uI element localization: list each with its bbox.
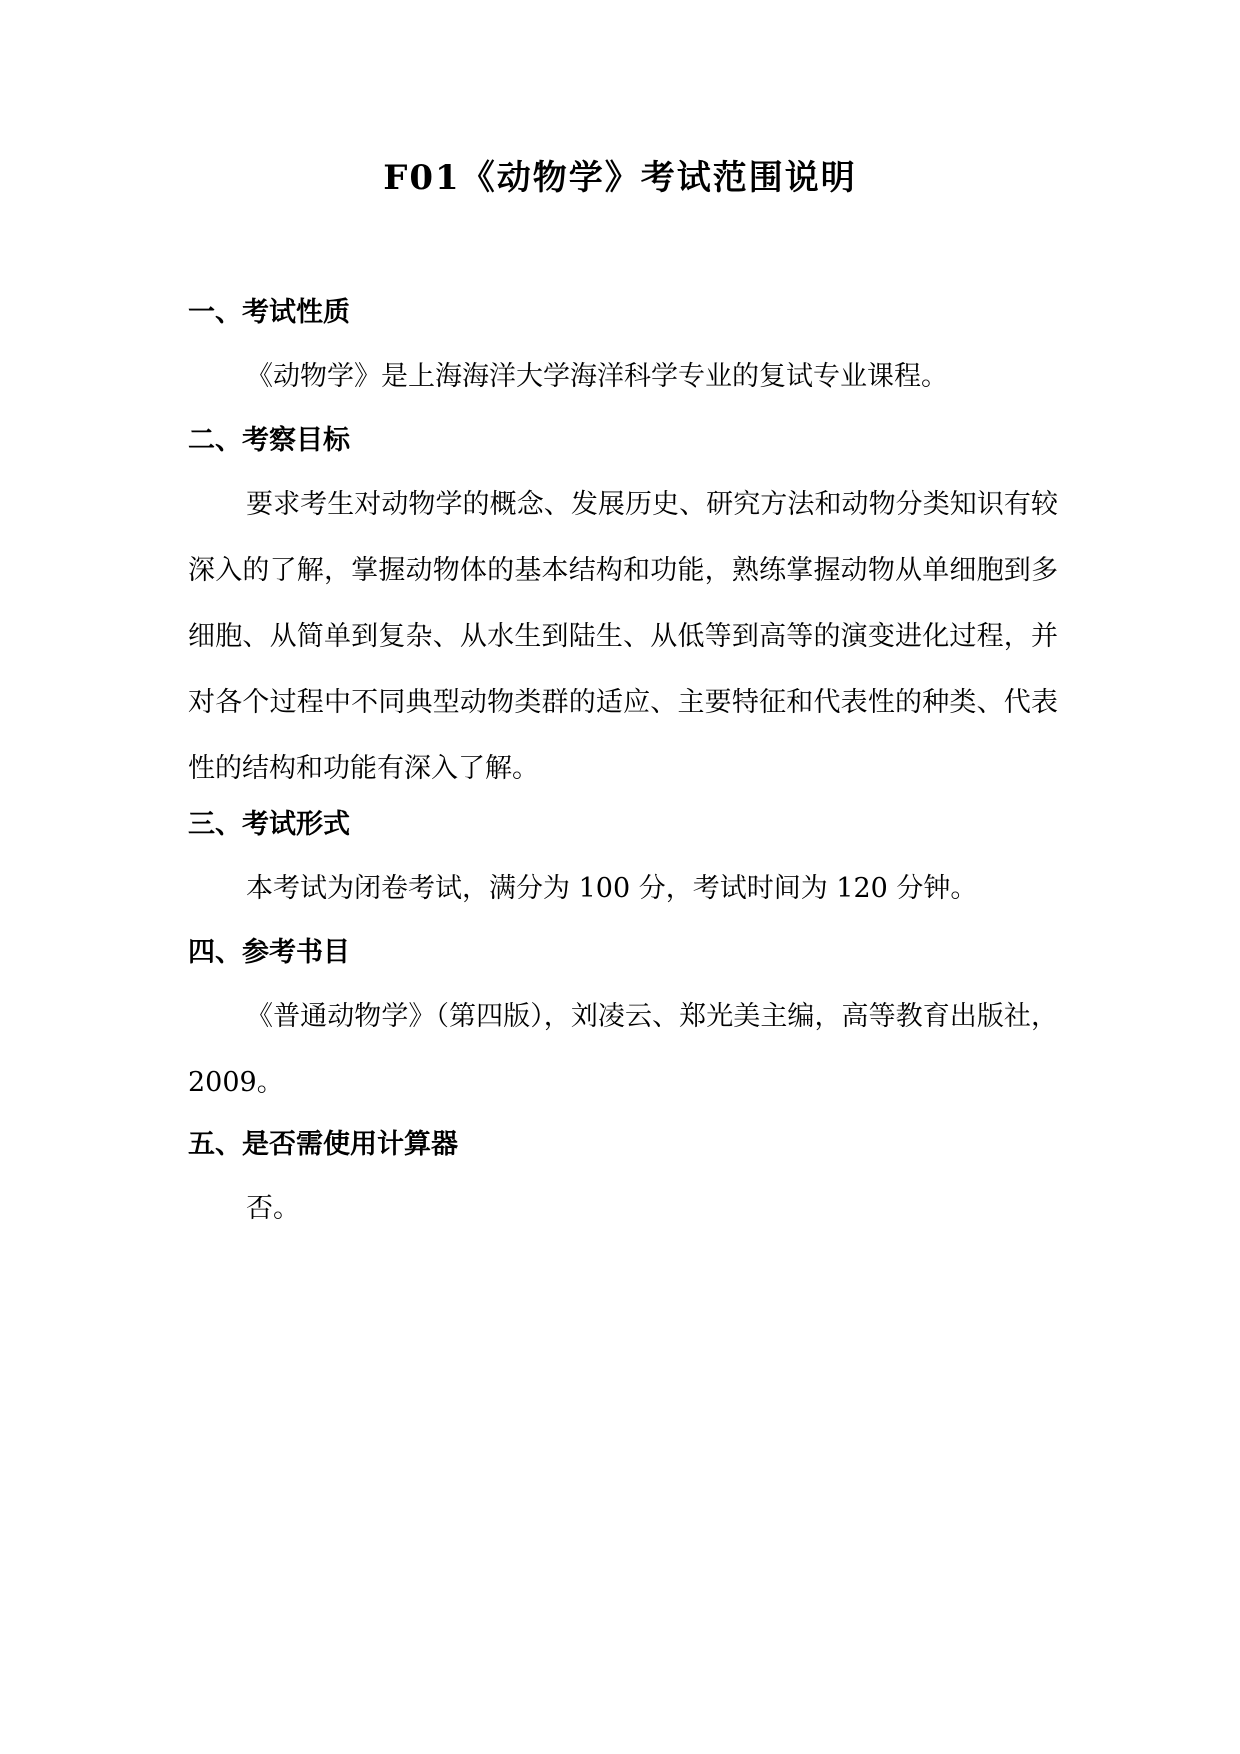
section-heading-objectives: 二、考察目标 (188, 425, 350, 456)
section-heading-nature: 一、考试性质 (188, 297, 350, 328)
section-body-calculator: 否。 (246, 1193, 300, 1224)
section-body-objectives: 要求考生对动物学的概念、发展历史、研究方法和动物分类知识有较深入的了解，掌握动物体的基本结构和功能，熟练掌握动物从单细胞到多细胞、从简单到复杂、从水生到陆生、从低等到高等的演变进化过程，并对各个过程中不同典型动物类群的适应、主要特征和代表性的种类、代表性的结构和功能有深入了解。 (188, 489, 1058, 784)
document-title: F01《动物学》考试范围说明 (383, 158, 857, 198)
section-heading-format: 三、考试形式 (188, 809, 350, 840)
section-body-references: 《普通动物学》（第四版），刘凌云、郑光美主编，高等教育出版社，2009。 (188, 1001, 1058, 1098)
section-body-nature: 《动物学》是上海海洋大学海洋科学专业的复试专业课程。 (246, 361, 948, 392)
section-body-format: 本考试为闭卷考试，满分为 100 分，考试时间为 120 分钟。 (246, 873, 978, 904)
section-heading-calculator: 五、是否需使用计算器 (188, 1129, 458, 1160)
section-heading-references: 四、参考书目 (188, 937, 350, 968)
